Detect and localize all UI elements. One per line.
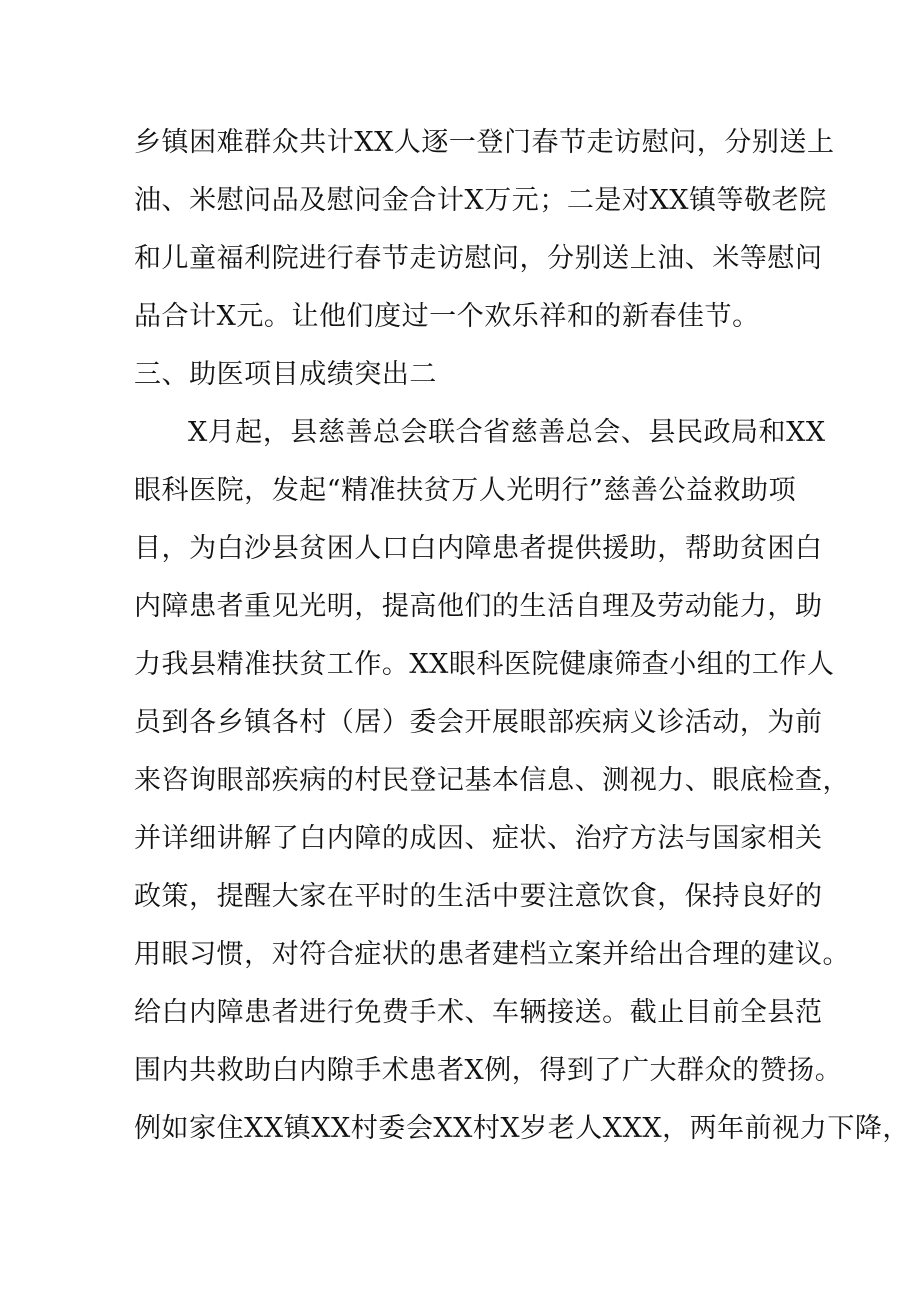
paragraph-2 [134,404,910,1158]
paragraph-line: 内障患者重见光明，提高他们的生活自理及劳动能力，助 [134,591,823,622]
paragraph-line: 目，为白沙县贫困人口白内障患者提供援助，帮助贫困白 [134,533,823,564]
paragraph-line: 并详细讲解了白内障的成因、症状、治疗方法与国家相关 [134,823,823,854]
paragraph-line: 来咨询眼部疾病的村民登记基本信息、测视力、眼底检查， [134,765,851,796]
paragraph-line: X月起，县慈善总会联合省慈善总会、县民政局和XX [188,417,826,448]
paragraph-line: 力我县精准扶贫工作。XX眼科医院健康筛查小组的工作人 [134,649,835,680]
paragraph-line: 围内共救助白内隙手术患者X例，得到了广大群众的赞扬。 [134,1055,843,1086]
paragraph-line: 给白内障患者进行免费手术、车辆接送。截止目前全县范 [134,997,823,1028]
paragraph-line: 用眼习惯，对符合症状的患者建档立案并给出合理的建议。 [134,939,851,970]
paragraph-line: 乡镇困难群众共计XX人逐一登门春节走访慰问，分别送上 [134,127,835,158]
document-body [134,114,910,1158]
paragraph-line: 眼科医院，发起“精准扶贫万人光明行”慈善公益救助项 [134,475,797,506]
paragraph-line: 品合计X元。让他们度过一个欢乐祥和的新春佳节。 [134,301,760,332]
paragraph-line: 员到各乡镇各村（居）委会开展眼部疾病义诊活动，为前 [134,707,823,738]
paragraph-line: 例如家住XX镇XX村委会XX村X岁老人XXX，两年前视力下降， [134,1113,910,1144]
paragraph-1 [134,114,835,346]
paragraph-line: 政策，提醒大家在平时的生活中要注意饮食，保持良好的 [134,881,823,912]
paragraph-line: 油、米慰问品及慰问金合计X万元；二是对XX镇等敬老院 [134,185,827,216]
section-heading: 三、助医项目成绩突出二 [134,359,437,390]
paragraph-line: 和儿童福利院进行春节走访慰问，分别送上油、米等慰问 [134,243,823,274]
